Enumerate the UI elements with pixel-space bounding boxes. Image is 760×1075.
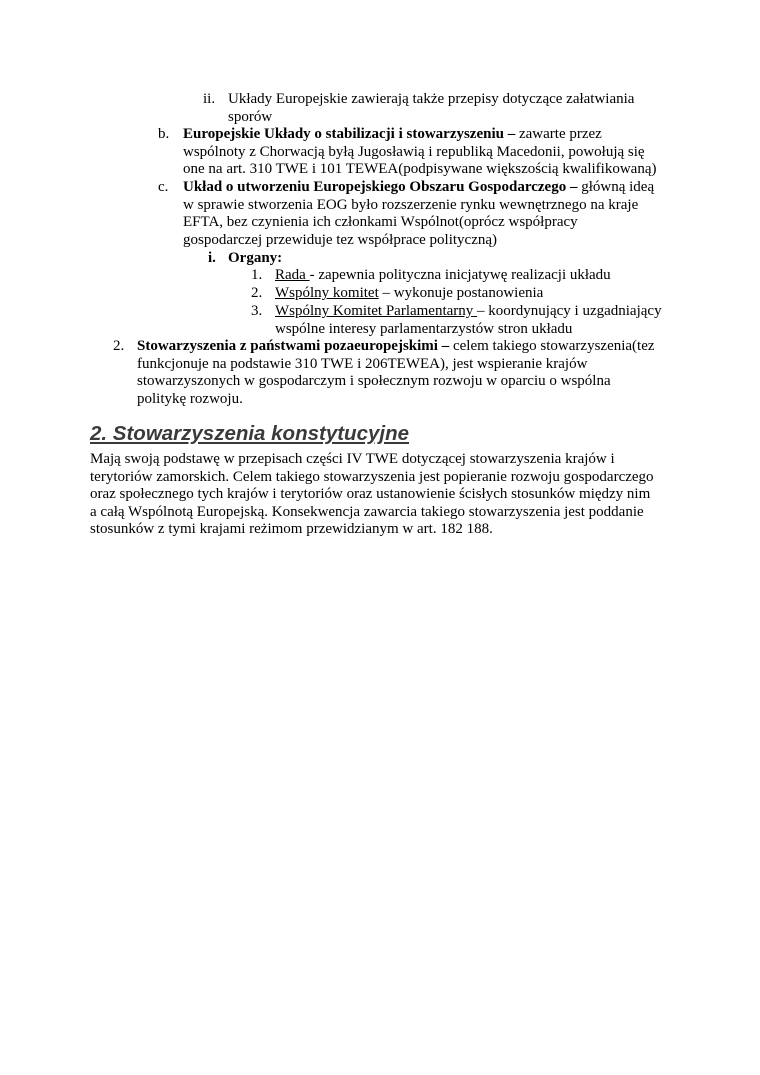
paragraph-line: terytoriów zamorskich. Celem takiego stowarzyszenia jest popieranie rozwoju gospodarczego [90, 468, 654, 485]
paragraph-line: oraz społecznego tych krajów i terytoriów oraz ustanowienie ścisłych stosunków między nim [90, 486, 651, 502]
list-marker: 2. [251, 285, 263, 301]
list-item-c [183, 179, 654, 197]
list-item-text: celem takiego stowarzyszenia(tez [449, 338, 655, 354]
list-item-text: Układy Europejskie zawierają także przepisy dotyczące załatwiania [228, 91, 635, 107]
organ-desc: – wykonuje postanowienia [378, 285, 544, 301]
organ-name: Wspólny Komitet Parlamentarny [275, 303, 478, 319]
organ-item [275, 285, 543, 303]
list-item-b [183, 126, 602, 144]
list-marker: i. [208, 250, 216, 266]
list-item-title: Europejskie Układy o stabilizacji i stowarzyszeniu – [183, 126, 516, 142]
organ-desc: wspólne interesy parlamentarzystów stron układu [275, 320, 573, 337]
list-marker: 3. [251, 303, 263, 319]
paragraph-line: a całą Wspólnotą Europejską. Konsekwencja zawarcia takiego stowarzyszenia jest poddanie [90, 503, 644, 520]
list-item-text: w sprawie stworzenia EOG było rozszerzenie rynku wewnętrznego na kraje [183, 196, 639, 213]
organ-name: Wspólny komitet [275, 285, 379, 301]
list-marker: 2. [113, 338, 125, 354]
list-item-text: one na art. 310 TWE i 101 TEWEA(podpisywane większością kwalifikowaną) [183, 161, 657, 177]
organ-desc: – koordynujący i uzgadniający [477, 303, 662, 319]
list-marker: c. [158, 179, 169, 195]
list-item-text: główną ideą [577, 179, 655, 195]
organy-title: Organy: [228, 250, 283, 266]
section-heading: 2. Stowarzyszenia konstytucyjne [90, 422, 410, 445]
list-item-text: EFTA, bez czynienia ich członkami Wspólnot(oprócz współpracy [183, 214, 578, 230]
list-item-title: Stowarzyszenia z państwami pozaeuropejskimi – [137, 338, 450, 354]
list-item-title: Układ o utworzeniu Europejskiego Obszaru Gospodarczego – [183, 179, 578, 195]
organ-item [275, 303, 662, 321]
list-marker: 1. [251, 267, 263, 283]
list-item-text: sporów [228, 108, 273, 125]
list-item-text: politykę rozwoju. [137, 390, 243, 407]
list-marker: ii. [203, 91, 216, 107]
list-marker: b. [158, 126, 170, 142]
organ-name: Rada [275, 267, 310, 283]
list-item-text: funkcjonuje na podstawie 310 TWE i 206TEWEA), jest wspieranie krajów [137, 355, 588, 372]
list-item-text: stowarzyszonych w gospodarczym i społecznym rozwoju w oparciu o wspólna [137, 373, 611, 389]
organ-item [275, 267, 611, 285]
organ-desc: - zapewnia polityczna inicjatywę realizacji układu [309, 267, 611, 283]
paragraph-line: Mają swoją podstawę w przepisach części IV TWE dotyczącej stowarzyszenia krajów i [90, 451, 615, 467]
paragraph-line: stosunków z tymi krajami reżimom przewidzianym w art. 182 188. [90, 521, 493, 537]
list-item-text: zawarte przez [515, 126, 602, 142]
list-item-2 [137, 338, 655, 356]
list-item-text: gospodarczej przewiduje tez współprace polityczną) [183, 231, 498, 248]
list-item-text: wspólnoty z Chorwacją byłą Jugosławią i republiką Macedonii, powołują się [183, 143, 645, 160]
